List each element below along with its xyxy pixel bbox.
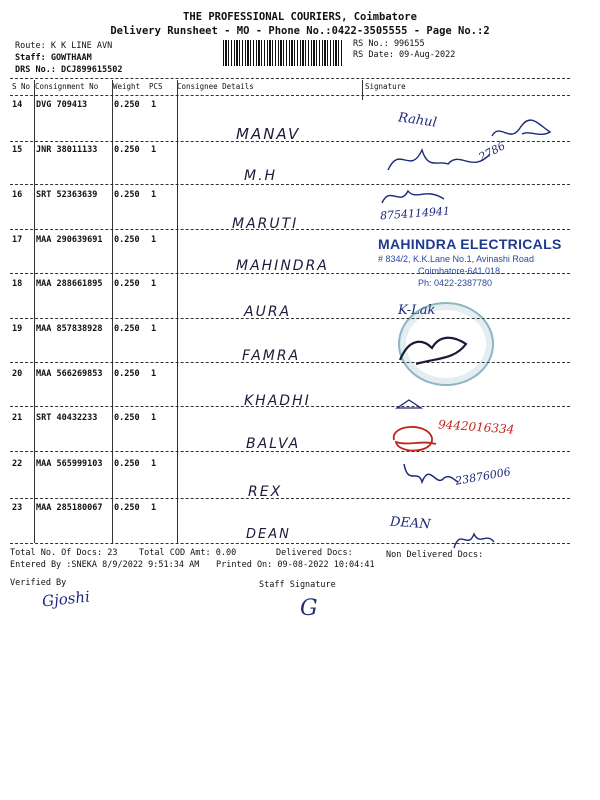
signature-scribble-22 bbox=[400, 458, 460, 492]
row-sno: 18 bbox=[12, 279, 23, 289]
signature-21: 9442016334 bbox=[437, 417, 515, 437]
delivered-docs: Delivered Docs: bbox=[276, 548, 353, 558]
row-weight: 0.250 bbox=[114, 503, 140, 513]
row-consignee: MANAV bbox=[236, 125, 301, 143]
staff-signature: G bbox=[300, 596, 318, 621]
row-pcs: 1 bbox=[151, 279, 157, 289]
verified-signature: Gjoshi bbox=[41, 587, 91, 611]
row-sno: 19 bbox=[12, 324, 23, 334]
row-consignment: MAA 285180067 bbox=[36, 503, 103, 513]
row-sno: 21 bbox=[12, 413, 23, 423]
rs-number: RS No.: 996155 bbox=[353, 39, 425, 49]
row-weight: 0.250 bbox=[114, 145, 140, 155]
company-stamp-title: MAHINDRA ELECTRICALS bbox=[378, 236, 562, 252]
company-title: THE PROFESSIONAL COURIERS, Coimbatore bbox=[183, 11, 417, 23]
table-header-rule bbox=[10, 95, 570, 96]
company-stamp-address: # 834/2, K.K.Lane No.1, Avinashi Road bbox=[378, 254, 534, 264]
row-pcs: 1 bbox=[151, 503, 157, 513]
row-pcs: 1 bbox=[151, 324, 157, 334]
row-consignee: FAMRA bbox=[242, 348, 301, 364]
row-consignee: MAHINDRA bbox=[236, 258, 329, 274]
total-docs: Total No. Of Docs: 23 bbox=[10, 548, 118, 558]
row-weight: 0.250 bbox=[114, 235, 140, 245]
staff-label: Staff: GOWTHAAM bbox=[15, 53, 92, 63]
row-sno: 20 bbox=[12, 369, 23, 379]
row-consignment: SRT 52363639 bbox=[36, 190, 98, 200]
row-pcs: 1 bbox=[151, 369, 157, 379]
col-weight: Weight bbox=[113, 82, 141, 91]
row-consignment: MAA 566269853 bbox=[36, 369, 103, 379]
non-delivered-docs: Non Delivered Docs: bbox=[386, 550, 484, 560]
row-weight: 0.250 bbox=[114, 190, 140, 200]
row-consignment: SRT 40432233 bbox=[36, 413, 98, 423]
row-consignment: DVG 709413 bbox=[36, 100, 88, 110]
row-rule bbox=[10, 406, 570, 407]
printed-on: Printed On: 09-08-2022 10:04:41 bbox=[216, 560, 375, 570]
row-consignment: MAA 565999103 bbox=[36, 459, 103, 469]
col-divider bbox=[362, 80, 363, 100]
row-pcs: 1 bbox=[151, 190, 157, 200]
row-weight: 0.250 bbox=[114, 369, 140, 379]
col-divider bbox=[112, 80, 113, 543]
row-pcs: 1 bbox=[151, 100, 157, 110]
entered-by: Entered By :SNEKA 8/9/2022 9:51:34 AM bbox=[10, 560, 200, 570]
row-consignee: REX bbox=[248, 484, 283, 500]
row-weight: 0.250 bbox=[114, 100, 140, 110]
col-divider bbox=[34, 80, 35, 543]
col-pcs: PCS bbox=[149, 82, 163, 91]
signature-scribble-19 bbox=[396, 330, 476, 370]
row-consignee: DEAN bbox=[246, 527, 291, 542]
signature-16: 8754114941 bbox=[379, 204, 451, 223]
signature-15: 2786 bbox=[476, 139, 508, 164]
row-weight: 0.250 bbox=[114, 459, 140, 469]
row-rule bbox=[10, 498, 570, 499]
company-stamp-phone: Ph: 0422-2387780 bbox=[418, 278, 493, 288]
row-consignee: AURA bbox=[244, 304, 292, 320]
row-rule bbox=[10, 451, 570, 452]
row-pcs: 1 bbox=[151, 145, 157, 155]
row-rule bbox=[10, 229, 570, 230]
total-cod: Total COD Amt: 0.00 bbox=[139, 548, 237, 558]
row-consignment: JNR 38011133 bbox=[36, 145, 98, 155]
signature-22: 23876006 bbox=[454, 465, 512, 488]
row-sno: 14 bbox=[12, 100, 23, 110]
row-consignment: MAA 288661895 bbox=[36, 279, 103, 289]
table-top-rule bbox=[10, 78, 570, 79]
verified-by-label: Verified By bbox=[10, 578, 67, 588]
row-consignee: M.H bbox=[244, 168, 278, 184]
signature-scribble-21 bbox=[388, 420, 440, 458]
signature-14: Rahul bbox=[397, 110, 438, 131]
signature-23: DEAN bbox=[389, 514, 432, 533]
row-sno: 16 bbox=[12, 190, 23, 200]
row-weight: 0.250 bbox=[114, 279, 140, 289]
runsheet-subtitle: Delivery Runsheet - MO - Phone No.:0422-3505555 - Page No.:2 bbox=[110, 25, 490, 37]
row-consignee: BALVA bbox=[246, 436, 301, 452]
col-signature: Signature bbox=[365, 82, 406, 91]
col-divider bbox=[177, 80, 178, 543]
row-pcs: 1 bbox=[151, 235, 157, 245]
row-consignee: MARUTI bbox=[232, 216, 299, 232]
row-sno: 23 bbox=[12, 503, 23, 513]
col-sno: S No bbox=[12, 82, 31, 91]
row-sno: 17 bbox=[12, 235, 23, 245]
row-weight: 0.250 bbox=[114, 324, 140, 334]
row-consignment: MAA 290639691 bbox=[36, 235, 103, 245]
col-consignment: Consignment No bbox=[35, 82, 99, 91]
rs-date: RS Date: 09-Aug-2022 bbox=[353, 50, 456, 60]
row-sno: 22 bbox=[12, 459, 23, 469]
signature-scribble-20 bbox=[395, 396, 425, 412]
row-weight: 0.250 bbox=[114, 413, 140, 423]
staff-signature-label: Staff Signature bbox=[259, 580, 336, 590]
table-header bbox=[10, 82, 570, 94]
row-pcs: 1 bbox=[151, 413, 157, 423]
signature-18: K-Lak bbox=[398, 303, 436, 318]
row-pcs: 1 bbox=[151, 459, 157, 469]
row-rule bbox=[10, 318, 570, 319]
col-consignee: Consignee Details bbox=[177, 82, 254, 91]
drs-number: DRS No.: DCJ899615502 bbox=[15, 65, 123, 75]
route-label: Route: K K LINE AVN bbox=[15, 41, 113, 51]
row-consignee: KHADHI bbox=[244, 393, 311, 409]
row-sno: 15 bbox=[12, 145, 23, 155]
row-consignment: MAA 857838928 bbox=[36, 324, 103, 334]
barcode bbox=[223, 40, 343, 66]
company-stamp-city: Coimbatore-641 018. bbox=[418, 266, 503, 276]
